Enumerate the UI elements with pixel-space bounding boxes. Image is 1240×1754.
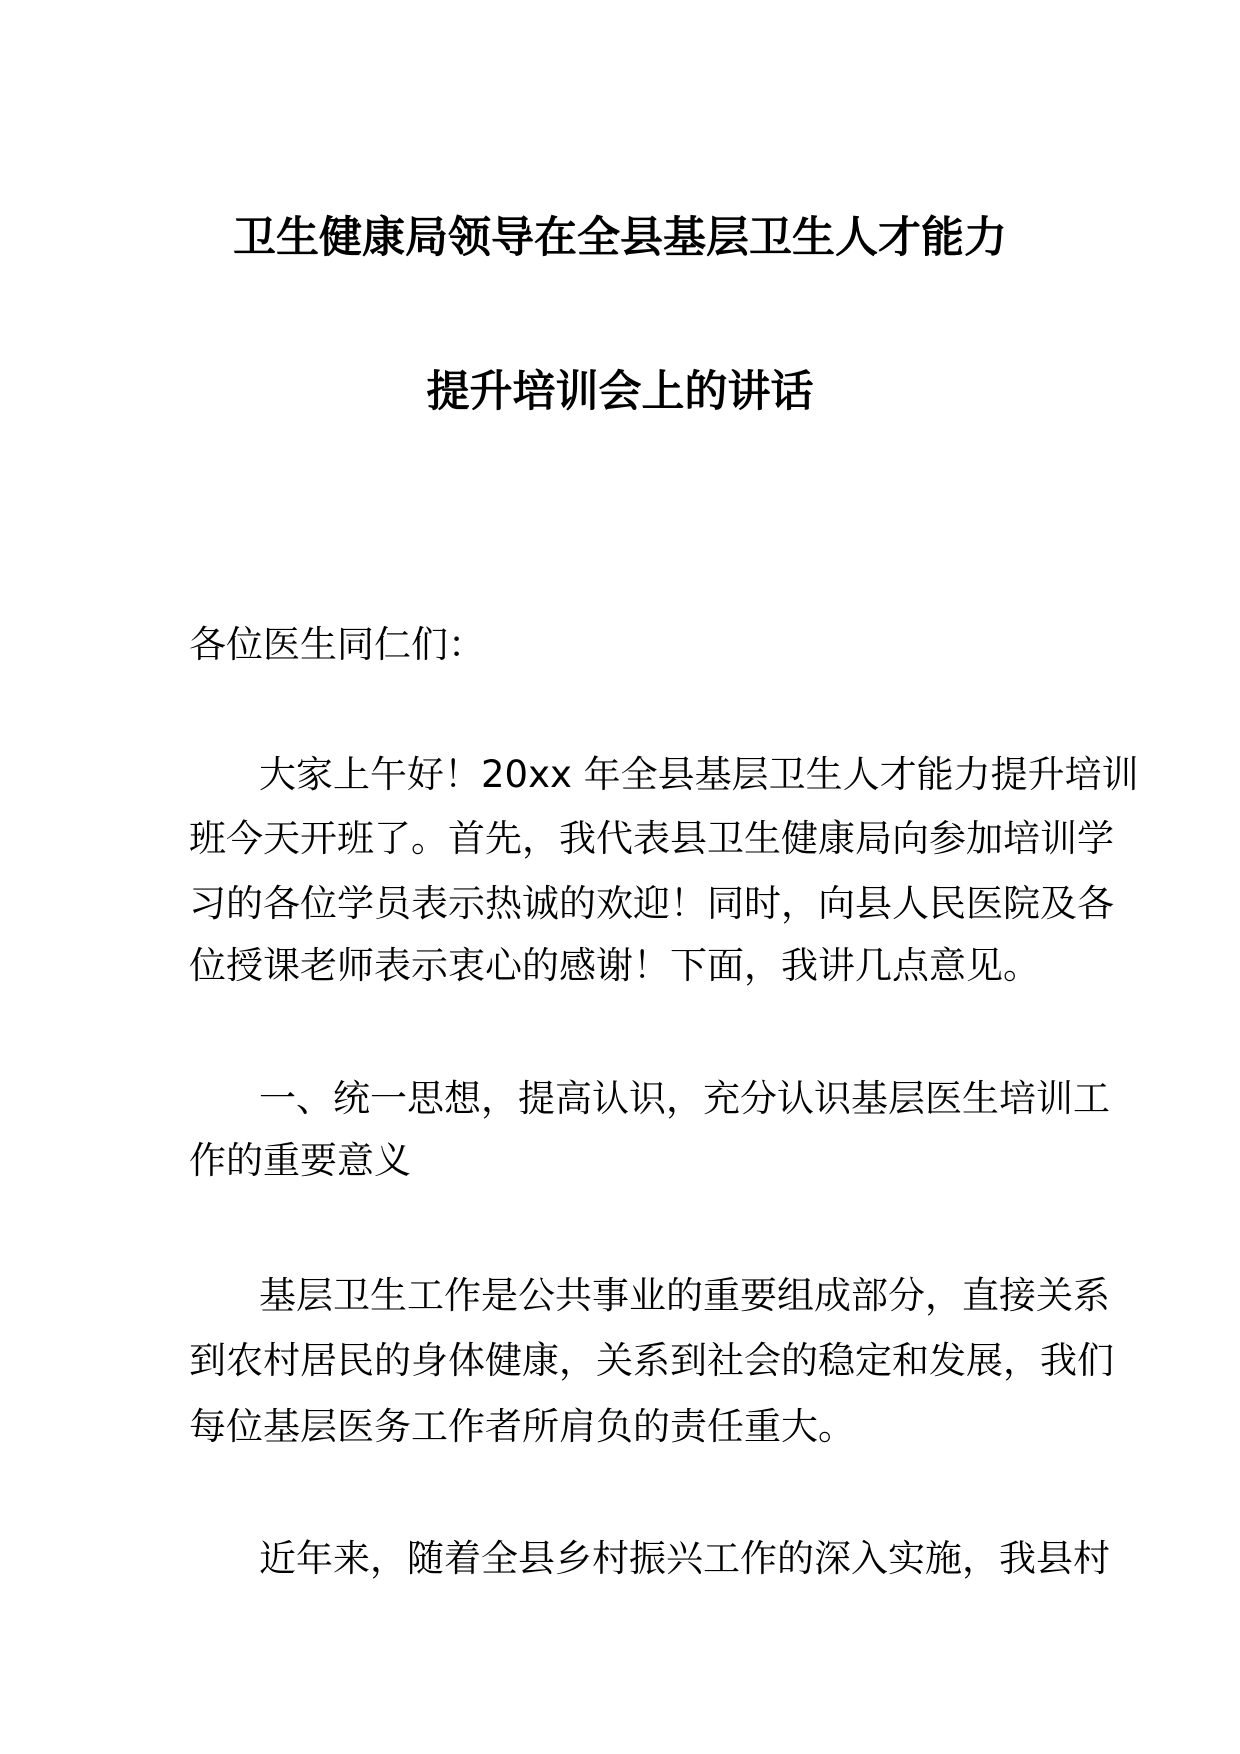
text-line: 作的重要意义: [189, 1139, 411, 1182]
text-line: 习的各位学员表示热诚的欢迎！同时，向县人民医院及各: [189, 882, 1114, 925]
text-line: 近年来，随着全县乡村振兴工作的深入实施，我县村: [259, 1537, 1110, 1580]
text-line: 大家上午好！20xx 年全县基层卫生人才能力提升培训: [259, 753, 1139, 796]
title-line-1: 卫生健康局领导在全县基层卫生人才能力: [233, 213, 1007, 263]
text-line: 基层卫生工作是公共事业的重要组成部分，直接关系: [259, 1274, 1110, 1317]
text-line: 一、统一思想，提高认识，充分认识基层医生培训工: [259, 1077, 1110, 1120]
text-line: 位授课老师表示衷心的感谢！下面，我讲几点意见。: [189, 944, 1040, 987]
greeting: 各位医生同仁们：: [189, 623, 485, 666]
title-line-2: 提升培训会上的讲话: [426, 367, 814, 417]
text-line: 班今天开班了。首先，我代表县卫生健康局向参加培训学: [189, 817, 1114, 860]
text-line: 到农村居民的身体健康，关系到社会的稳定和发展，我们: [189, 1339, 1114, 1382]
text-line: 每位基层医务工作者所肩负的责任重大。: [189, 1405, 855, 1448]
